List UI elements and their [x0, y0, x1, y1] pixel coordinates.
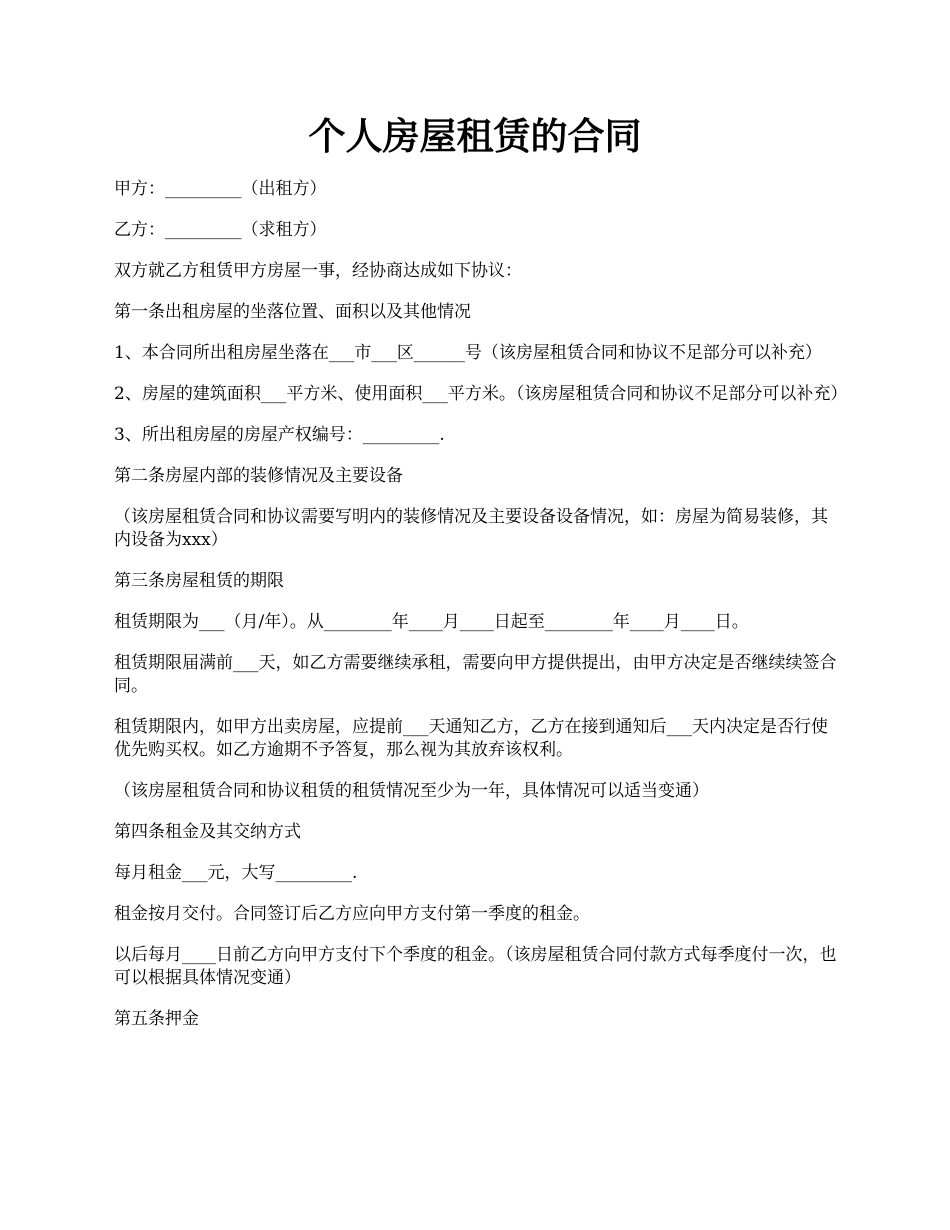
article-2-note: （该房屋租赁合同和协议需要写明内的装修情况及主要设备设备情况，如：房屋为简易装修，其内设备为xxx） [114, 507, 828, 550]
article-3-note: （该房屋租赁合同和协议租赁的租赁情况至少为一年，具体情况可以适当变通） [114, 781, 709, 801]
article-5-heading: 第五条押金 [114, 1009, 199, 1029]
party-a-line: 甲方：_________（出租方） [114, 179, 327, 199]
article-2-heading: 第二条房屋内部的装修情况及主要设备 [114, 466, 403, 486]
article-1-item-3: 3、所出租房屋的房屋产权编号：_________. [114, 425, 445, 445]
preemptive-right-line: 租赁期限内，如甲方出卖房屋，应提前___天通知乙方，乙方在接到通知后___天内决定是否行使优先购买权。如乙方逾期不予答复，那么视为其放弃该权利。 [114, 717, 828, 760]
article-1-item-2: 2、房屋的建筑面积___平方米、使用面积___平方米。（该房屋租赁合同和协议不足部分可以补充） [114, 384, 848, 404]
document-title: 个人房屋租赁的合同 [308, 114, 642, 158]
subsequent-payment-line: 以后每月____日前乙方向甲方支付下个季度的租金。（该房屋租赁合同付款方式每季度付一次，也可以根据具体情况变通） [114, 945, 837, 988]
lease-renewal-line: 租赁期限届满前___天，如乙方需要继续承租，需要向甲方提供提出，由甲方决定是否继续续签合同。 [114, 653, 837, 696]
article-4-heading: 第四条租金及其交纳方式 [114, 822, 301, 842]
article-1-item-1: 1、本合同所出租房屋坐落在___市___区______号（该房屋租赁合同和协议不足部分可以补充） [114, 343, 822, 363]
article-1-heading: 第一条出租房屋的坐落位置、面积以及其他情况 [114, 302, 471, 322]
article-3-heading: 第三条房屋租赁的期限 [114, 571, 284, 591]
document-body [114, 178, 848, 1049]
party-b-line: 乙方：_________（求租方） [114, 220, 327, 240]
rent-payment-line: 租金按月交付。合同签订后乙方应向甲方支付第一季度的租金。 [114, 904, 590, 924]
monthly-rent-line: 每月租金___元，大写_________. [114, 863, 358, 883]
agreement-intro: 双方就乙方租赁甲方房屋一事，经协商达成如下协议： [114, 261, 522, 281]
lease-term-line: 租赁期限为___（月/年）。从________年____月____日起至________年____月____日。 [114, 612, 749, 632]
